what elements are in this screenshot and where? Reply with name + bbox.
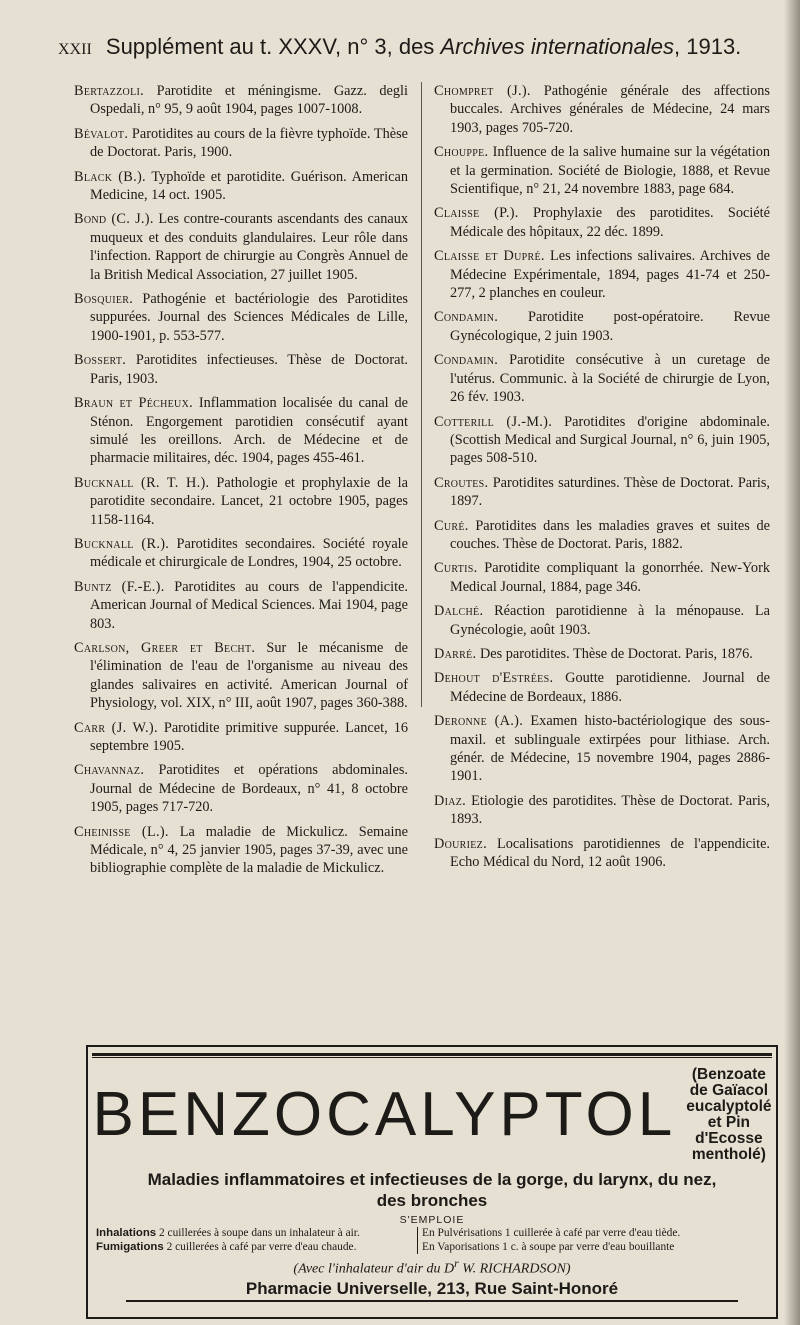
entry-text: Parotidites dans les maladies graves et suites de couches. Thèse de Doctorat. Paris, 1882. bbox=[450, 517, 770, 552]
entry-author: Bucknall (R.). bbox=[74, 535, 170, 552]
page-header bbox=[58, 34, 758, 60]
ad-usage-row bbox=[422, 1227, 768, 1241]
entry-text: Parotidites et opérations abdominales. Journal de Médecine de Bordeaux, n° 41, 8 octobre 1905, pages 717-720. bbox=[90, 762, 408, 816]
ad-pharmacy-rule bbox=[126, 1300, 738, 1302]
bibliography-entry bbox=[434, 247, 770, 302]
entry-text: Réaction parotidienne à la ménopause. La Gynécologie, août 1903. bbox=[450, 603, 770, 638]
bibliography-entry bbox=[434, 82, 770, 137]
ad-formula-line: eucalyptolé et Pin d'Ecosse bbox=[686, 1098, 772, 1147]
entry-author: Chavannaz. bbox=[74, 762, 145, 779]
ad-usage-text: 2 cuillerées à soupe dans un inhalateur à air. bbox=[156, 1227, 360, 1239]
ad-diseases-line: Maladies inflammatoires et infectieuses de la gorge, du larynx, du nez, bbox=[147, 1170, 717, 1189]
bibliography-entry bbox=[74, 761, 408, 816]
ad-usage-label: En Pulvérisations bbox=[422, 1227, 503, 1239]
ad-usage-label: En Vaporisations bbox=[422, 1240, 500, 1253]
ad-usage-table bbox=[96, 1227, 768, 1254]
entry-author: Curtis. bbox=[434, 560, 478, 577]
ad-inhaler-name: W. RICHARDSON) bbox=[458, 1261, 571, 1277]
entry-author: Braun et Pécheux. bbox=[74, 395, 193, 412]
entry-text: Parotidite compliquant la gonorrhée. New-York Medical Journal, 1884, page 346. bbox=[450, 560, 770, 595]
entry-author: Diaz. bbox=[434, 792, 467, 809]
entry-text: Pathologie et prophylaxie de la parotidite secondaire. Lancet, 21 octobre 1905, pages 1158-1164. bbox=[90, 474, 409, 528]
header-journal: Archives internationales bbox=[440, 34, 675, 59]
column-divider bbox=[421, 82, 422, 707]
entry-author: Chouppe. bbox=[434, 144, 489, 161]
ad-usage-row bbox=[96, 1227, 413, 1241]
entry-text: Parotidite primitive suppurée. Lancet, 16 septembre 1905. bbox=[90, 719, 408, 754]
bibliography-entry bbox=[74, 535, 408, 572]
entry-author: Dalché. bbox=[434, 603, 484, 620]
bibliography-entry bbox=[74, 639, 408, 713]
ad-usage-col bbox=[96, 1227, 418, 1254]
bibliography-entry bbox=[74, 82, 408, 119]
entry-text: Parotidites saturdines. Thèse de Doctorat. Paris, 1897. bbox=[450, 474, 770, 510]
ad-inhaler-sup: r bbox=[454, 1257, 459, 1270]
ad-usage-text: 1 cuillerée à café par verre d'eau tiède. bbox=[502, 1227, 681, 1239]
ad-formula-line: mentholé) bbox=[691, 1146, 766, 1163]
ad-usage-heading: S'EMPLOIE bbox=[399, 1214, 465, 1226]
page-number: XXII bbox=[58, 41, 92, 58]
advertisement bbox=[86, 1045, 778, 1319]
entry-author: Dehout d'Estrées. bbox=[434, 670, 554, 687]
bibliography-entry bbox=[434, 835, 770, 872]
bibliography-entry bbox=[74, 823, 408, 878]
ad-inhaler-note bbox=[96, 1257, 768, 1278]
bibliography-entry bbox=[74, 168, 408, 205]
entry-text: Les contre-courants ascendants des canaux muqueux et des conduits glandulaires. Leur rôle dans l'infection. Rapport de chirurgie au Congrès Annuel de la British Medical Association, 27 juillet 1905. bbox=[90, 211, 409, 283]
entry-text: Sur le mécanisme de l'élimination de l'eau de l'organisme au niveau des glandes salivaires en activité. American Journal of Physiology, vol. XIX, n° III, août 1907, pages 360-388. bbox=[90, 639, 409, 712]
ad-formula bbox=[686, 1067, 771, 1163]
bibliography-entry bbox=[434, 308, 770, 345]
ad-pharmacy: Pharmacie Universelle, 213, Rue Saint-Honoré bbox=[245, 1278, 619, 1298]
entry-author: Curé. bbox=[434, 517, 469, 534]
entry-author: Bosquier. bbox=[74, 291, 134, 308]
entry-text: Parotidites au cours de la fièvre typhoïde. Thèse de Doctorat. Paris, 1900. bbox=[90, 125, 408, 161]
bibliography-entry bbox=[434, 645, 770, 663]
ad-usage-col bbox=[418, 1227, 768, 1254]
entry-author: Bévalot. bbox=[74, 125, 129, 142]
bibliography-entry bbox=[434, 204, 770, 241]
entry-text: Etiologie des parotidites. Thèse de Doctorat. Paris, 1893. bbox=[450, 792, 770, 828]
entry-author: Croutes. bbox=[434, 474, 489, 491]
entry-text: Pathogénie générale des affections buccales. Archives générales de Médecine, 24 mars 1903, pages 705-720. bbox=[450, 83, 770, 136]
entry-author: Claisse et Dupré. bbox=[434, 248, 545, 265]
ad-brand-row bbox=[92, 1066, 772, 1163]
page-edge-shadow bbox=[784, 0, 800, 1325]
bibliography-entry bbox=[434, 669, 770, 706]
bibliography-entry bbox=[434, 712, 770, 786]
entry-author: Black (B.). bbox=[74, 168, 146, 185]
bibliography-entry bbox=[74, 125, 408, 162]
entry-text: Examen histo-bactériologique des sous-maxil. et sublinguale extirpées pour lithiase. Arch. génér. de Médecine, 15 novembre 1904, pages 2886-1901. bbox=[450, 713, 770, 785]
entry-author: Cheinisse (L.). bbox=[74, 823, 169, 840]
entry-text: Parotidites infectieuses. Thèse de Doctorat. Paris, 1903. bbox=[90, 352, 408, 387]
ad-diseases bbox=[96, 1169, 768, 1211]
entry-text: Parotidite post-opératoire. Revue Gynécologique, 2 juin 1903. bbox=[450, 309, 770, 344]
entry-text: Parotidite et méningisme. Gazz. degli Ospedali, n° 95, 9 août 1904, pages 1007-1008. bbox=[90, 83, 408, 118]
entry-author: Bossert. bbox=[74, 352, 127, 369]
entry-text: Parotidites d'origine abdominale. (Scottish Medical and Surgical Journal, n° 6, juin 1905, pages 508-510. bbox=[450, 413, 770, 467]
entry-text: Parotidites secondaires. Société royale médicale et chirurgicale de Londres, 1904, 25 octobre. bbox=[90, 535, 409, 571]
entry-text: Pathogénie et bactériologie des Parotidites suppurées. Journal des Sciences Médicales de Lille, 1900-1901, p. 553-577. bbox=[90, 291, 408, 344]
entry-author: Carlson, Greer et Becht. bbox=[74, 639, 256, 656]
entry-text: Les infections salivaires. Archives de Médecine Expérimentale, 1894, pages 41-74 et 250-277, 2 planches en couleur. bbox=[450, 248, 770, 302]
ad-usage-label: Inhalations bbox=[96, 1227, 157, 1239]
bibliography-entry bbox=[434, 559, 770, 596]
bibliography-entry bbox=[74, 210, 408, 284]
ad-brand: BENZOCALYPTOL bbox=[92, 1080, 677, 1149]
entry-text: Goutte parotidienne. Journal de Médecine de Bordeaux, 1886. bbox=[450, 670, 770, 705]
bibliography-entry bbox=[74, 578, 408, 633]
left-column bbox=[74, 82, 408, 884]
bibliography-entry bbox=[434, 413, 770, 468]
entry-author: Condamin. bbox=[434, 352, 499, 369]
entry-author: Claisse (P.). bbox=[434, 205, 519, 222]
entry-text: Influence de la salive humaine sur la végétation et la germination. Société de Biologie, 1888, et Revue Scientifique, n° 21, 24 novembre 1883, page 684. bbox=[450, 144, 770, 198]
bibliography-entry bbox=[74, 719, 408, 756]
bibliography-entry bbox=[434, 143, 770, 198]
entry-text: Parotidite consécutive à un curetage de l'utérus. Communic. à la Société de chirurgie de Lyon, 26 fév. 1903. bbox=[450, 352, 770, 406]
bibliography-entry bbox=[74, 351, 408, 388]
entry-text: Parotidites au cours de l'appendicite. American Journal of Medical Sciences. Mai 1904, page 803. bbox=[90, 578, 409, 632]
entry-author: Douriez. bbox=[434, 835, 487, 852]
ad-usage-row bbox=[422, 1241, 768, 1255]
bibliography-entry bbox=[434, 474, 770, 511]
ad-diseases-line: des bronches bbox=[376, 1191, 488, 1210]
bibliography-entry bbox=[74, 394, 408, 468]
entry-author: Chompret (J.). bbox=[434, 83, 531, 99]
entry-author: Carr (J. W.). bbox=[74, 719, 158, 736]
bibliography-entry bbox=[434, 602, 770, 639]
entry-text: Typhoïde et parotidite. Guérison. American Medicine, 14 oct. 1905. bbox=[90, 168, 408, 204]
entry-text: Prophylaxie des parotidites. Société Médicale des hôpitaux, 22 déc. 1899. bbox=[450, 205, 770, 240]
bibliography-entry bbox=[74, 474, 408, 529]
bibliography-entry bbox=[434, 792, 770, 829]
header-year: , 1913. bbox=[674, 34, 742, 59]
entry-author: Bertazzoli. bbox=[74, 83, 144, 99]
entry-author: Deronne (A.). bbox=[434, 713, 524, 730]
entry-author: Darré. bbox=[434, 645, 477, 662]
ad-formula-line: (Benzoate de Gaïacol bbox=[689, 1066, 769, 1099]
entry-author: Condamin. bbox=[434, 309, 499, 326]
entry-author: Buntz (F.-E.). bbox=[74, 578, 165, 595]
entry-author: Bond (C. J.). bbox=[74, 211, 154, 228]
ad-usage-text: 1 c. à soupe par verre d'eau bouillante bbox=[499, 1240, 675, 1253]
entry-author: Cotterill (J.-M.). bbox=[434, 413, 553, 430]
bibliography-entry bbox=[434, 351, 770, 406]
bibliography-entry bbox=[434, 517, 770, 554]
ad-usage-text: 2 cuillerées à café par verre d'eau chaude. bbox=[163, 1240, 357, 1253]
ad-usage-row bbox=[96, 1241, 413, 1255]
entry-text: Localisations parotidiennes de l'appendicite. Echo Médical du Nord, 12 août 1906. bbox=[450, 835, 770, 871]
ad-inhaler-text: (Avec l'inhalateur d'air du D bbox=[293, 1261, 455, 1277]
entry-author: Bucknall (R. T. H.). bbox=[74, 474, 210, 491]
entry-text: Inflammation localisée du canal de Sténon. Engorgement parotidien consécutif ayant simulé les oreillons. Arch. de Médecine et de pharmacie militaires, déc. 1904, pages 455-461. bbox=[90, 395, 408, 467]
header-title: Supplément au t. XXXV, n° 3, des bbox=[105, 34, 441, 59]
bibliography-entry bbox=[74, 290, 408, 345]
entry-text: Des parotidites. Thèse de Doctorat. Paris, 1876. bbox=[476, 645, 753, 662]
right-column bbox=[434, 82, 770, 877]
ad-usage-label: Fumigations bbox=[96, 1240, 164, 1253]
entry-text: La maladie de Mickulicz. Semaine Médicale, n° 4, 25 janvier 1905, pages 37-39, avec une bibliographie complète de la maladie de Mickulicz. bbox=[90, 823, 408, 877]
ad-top-rule bbox=[92, 1053, 772, 1058]
